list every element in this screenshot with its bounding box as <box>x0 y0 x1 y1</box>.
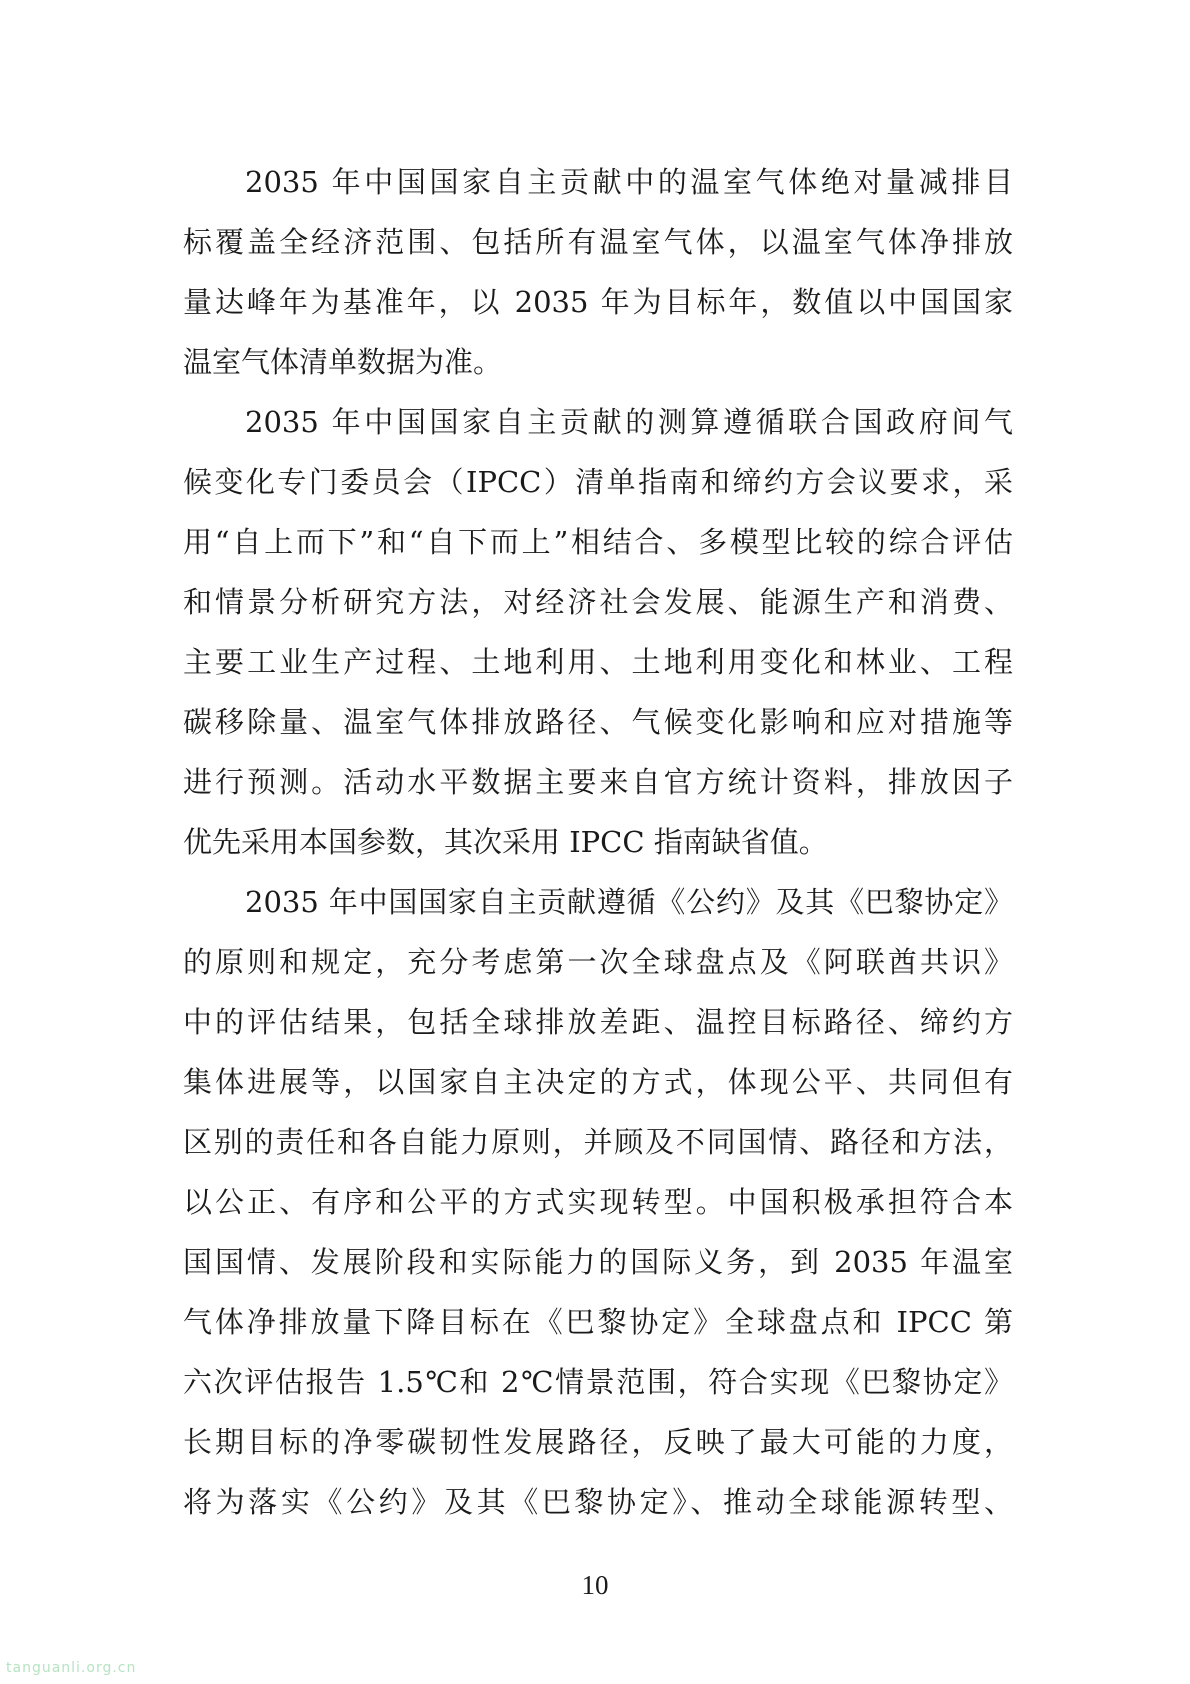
text-line: 候变化专门委员会（IPCC）清单指南和缔约方会议要求，采 <box>183 465 1013 499</box>
text-line: 的原则和规定，充分考虑第一次全球盘点及《阿联酋共识》 <box>183 945 1013 979</box>
paragraph-3 <box>183 872 1013 1532</box>
text-line: 主要工业生产过程、土地利用、土地利用变化和林业、工程 <box>183 645 1013 679</box>
watermark: tanguanli.org.cn <box>6 1660 137 1676</box>
text-line: 国国情、发展阶段和实际能力的国际义务，到 2035 年温室 <box>183 1245 1013 1279</box>
text-line: 六次评估报告 1.5℃和 2℃情景范围，符合实现《巴黎协定》 <box>183 1365 1013 1399</box>
text-line: 2035 年中国国家自主贡献遵循《公约》及其《巴黎协定》 <box>245 885 1013 919</box>
text-line: 2035 年中国国家自主贡献的测算遵循联合国政府间气 <box>245 405 1013 439</box>
text-line: 温室气体清单数据为准。 <box>183 345 503 379</box>
paragraph-1 <box>183 152 1013 392</box>
text-line: 将为落实《公约》及其《巴黎协定》、推动全球能源转型、 <box>183 1485 1013 1519</box>
text-line: 标覆盖全经济范围、包括所有温室气体，以温室气体净排放 <box>183 225 1013 259</box>
paragraph-2 <box>183 392 1013 872</box>
text-line: 2035 年中国国家自主贡献中的温室气体绝对量减排目 <box>245 165 1013 199</box>
text-line: 区别的责任和各自能力原则，并顾及不同国情、路径和方法， <box>183 1125 1013 1159</box>
document-body <box>183 152 1013 1532</box>
text-line: 集体进展等，以国家自主决定的方式，体现公平、共同但有 <box>183 1065 1013 1099</box>
text-line: 优先采用本国参数，其次采用 IPCC 指南缺省值。 <box>183 825 828 859</box>
page-number: 10 <box>581 1570 609 1600</box>
text-line: 长期目标的净零碳韧性发展路径，反映了最大可能的力度， <box>183 1425 1013 1459</box>
text-line: 中的评估结果，包括全球排放差距、温控目标路径、缔约方 <box>183 1005 1013 1039</box>
text-line: 以公正、有序和公平的方式实现转型。中国积极承担符合本 <box>183 1185 1013 1219</box>
text-line: 用“自上而下”和“自下而上”相结合、多模型比较的综合评估 <box>183 525 1013 559</box>
text-line: 气体净排放量下降目标在《巴黎协定》全球盘点和 IPCC 第 <box>183 1305 1013 1339</box>
text-line: 量达峰年为基准年，以 2035 年为目标年，数值以中国国家 <box>183 285 1013 319</box>
text-line: 进行预测。活动水平数据主要来自官方统计资料，排放因子 <box>183 765 1013 799</box>
text-line: 和情景分析研究方法，对经济社会发展、能源生产和消费、 <box>183 585 1013 619</box>
text-line: 碳移除量、温室气体排放路径、气候变化影响和应对措施等 <box>183 705 1013 739</box>
